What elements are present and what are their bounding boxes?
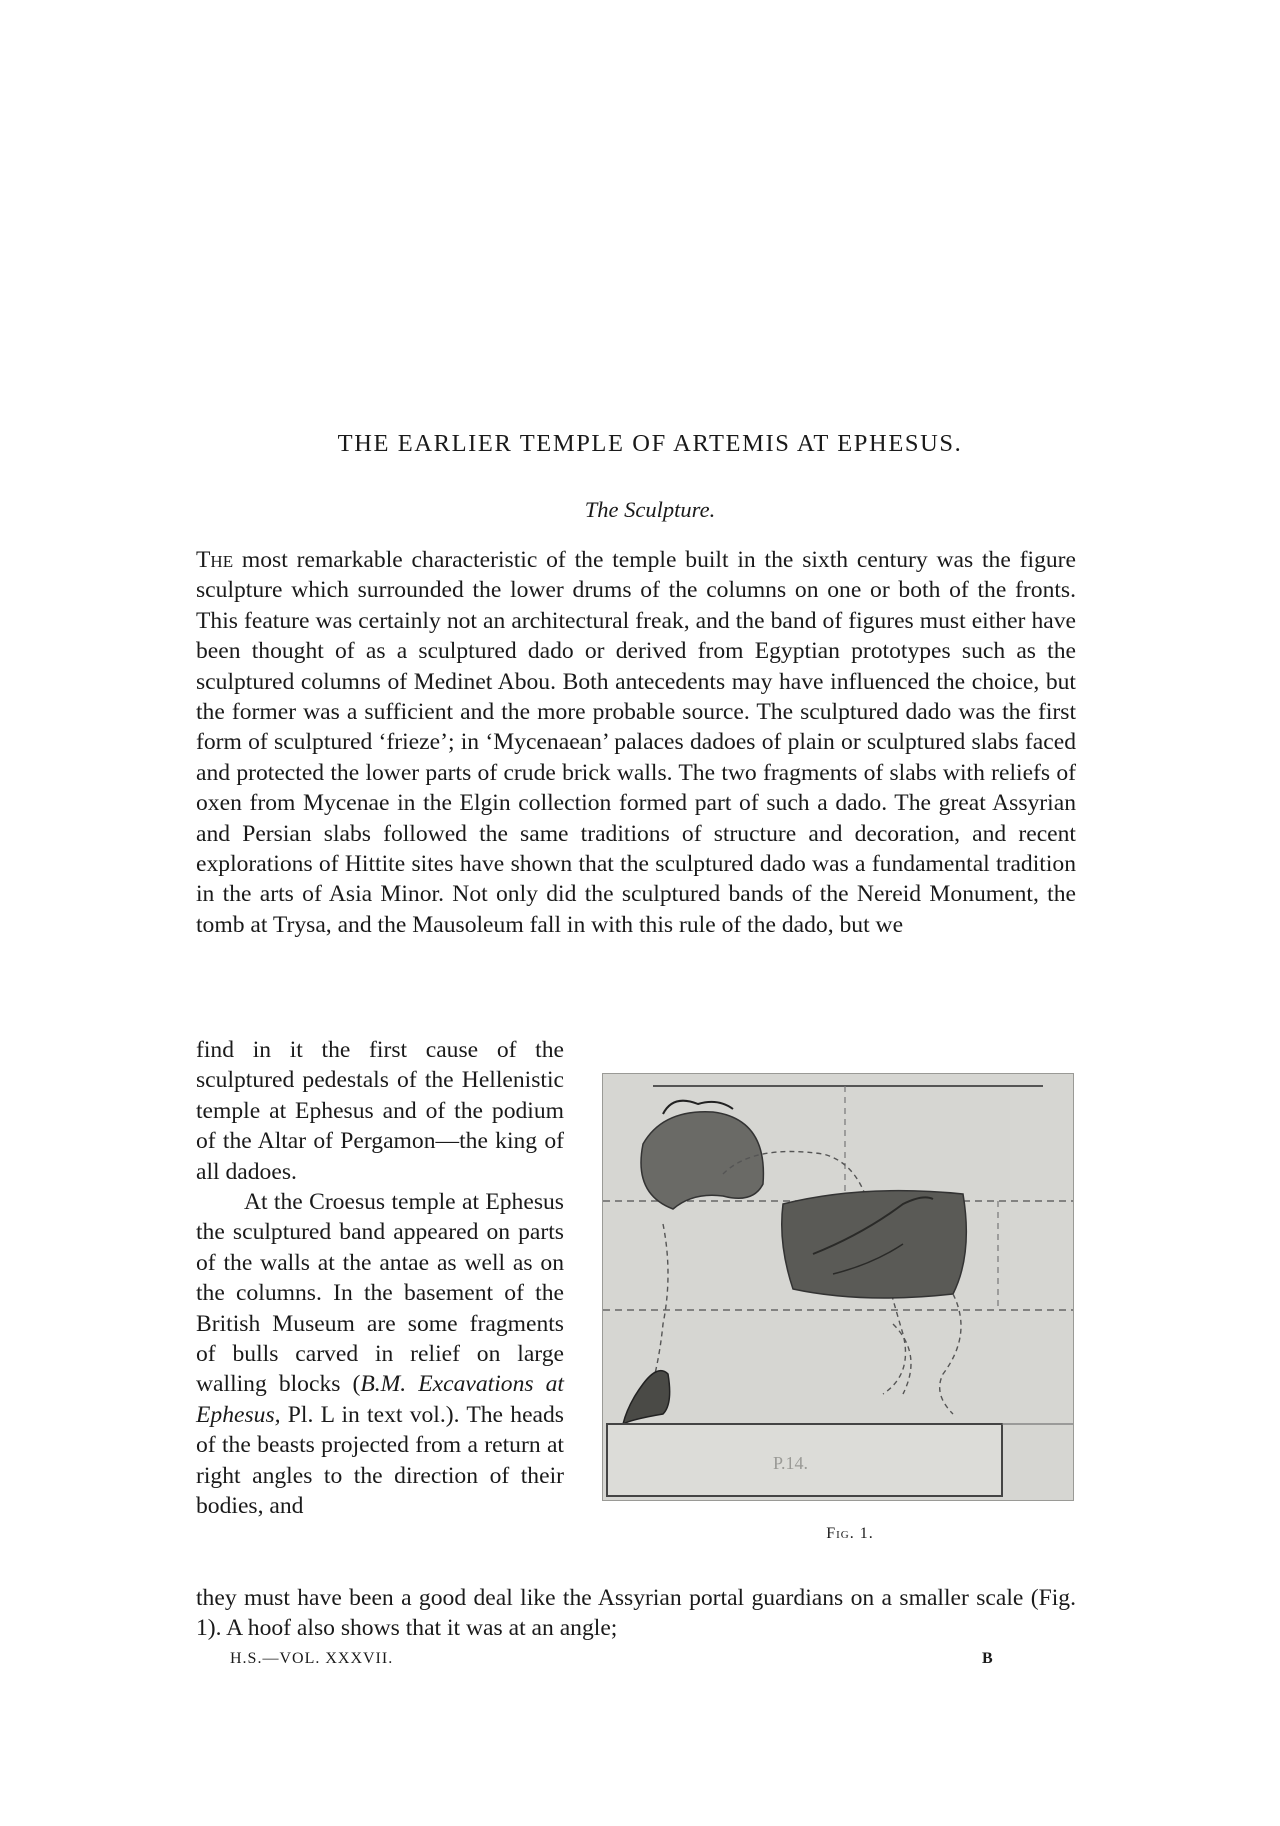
article-title: THE EARLIER TEMPLE OF ARTEMIS AT EPHESUS.: [337, 430, 963, 457]
citation-italic: B.M. Excavations at Ephesus,: [196, 1371, 564, 1428]
column-paragraph-2-end: Pl. L in text vol.). The heads of the beasts projected from a return at right angles to the direction of their bodies, and: [196, 1401, 564, 1520]
left-column: [196, 1035, 564, 1522]
section-subtitle: The Sculpture.: [584, 497, 716, 522]
pencil-mark: P.14.: [773, 1453, 809, 1473]
paragraph-continuation: they must have been a good deal like the Assyrian portal guardians on a smaller scale (Fig. 1). A hoof also shows that it was at an angle;: [196, 1585, 1076, 1642]
paragraph-intro-text: most remarkable characteristic of the temple built in the sixth century was the figure sculpture which surrounded the lower drums of the columns on one or both of the fronts. This feature was certainly not an architectural freak, and the band of figures must either have been thought of as a sculptured dado or derived from Egyptian prototypes such as the sculptured columns of Medinet Abou. Both antecedents may have influenced the choice, but the former was a sufficient and the more probable source. The sculptured dado was the first form of sculptured ‘frieze’; in ‘Mycenaean’ palaces dadoes of plain or sculptured slabs faced and protected the lower parts of crude brick walls. The two fragments of slabs with reliefs of oxen from Mycenae in the Elgin collection formed part of such a dado. The great Assyrian and Persian slabs followed the same traditions of structure and decoration, and recent explorations of Hittite sites have shown that the sculptured dado was a fundamental tradition in the arts of Asia Minor. Not only did the sculptured bands of the Nereid Monument, the tomb at Trysa, and the Mausoleum fall in with this rule of the dado, but we: [196, 547, 1076, 938]
figure-bull-relief: [602, 1073, 1074, 1501]
column-paragraph-2: [196, 1187, 564, 1521]
paragraph-lead-word: The: [196, 547, 234, 573]
journal-signature: H.S.—VOL. XXXVII.: [230, 1650, 394, 1667]
bull-body-fragment: [782, 1191, 967, 1298]
column-paragraph-1: find in it the first cause of the sculptured pedestals of the Hellenistic temple at Ephesus and of the podium of the Altar of Pergamon—the king of all dadoes.: [196, 1037, 564, 1185]
bull-leg-outline-1: [940, 1294, 961, 1414]
bull-head: [641, 1112, 763, 1209]
bull-hoof: [623, 1371, 670, 1424]
signature-letter: B: [982, 1650, 993, 1667]
figure-caption: Fig. 1.: [826, 1525, 874, 1542]
bull-relief-drawing: [603, 1074, 1073, 1500]
paragraph-intro: [196, 545, 1076, 940]
column-paragraph-2-start: At the Croesus temple at Ephesus the sculptured band appeared on parts of the walls at the antae as well as on the columns. In the basement of the British Museum are some fragments of bulls carved in relief on large walling blocks (: [196, 1189, 564, 1398]
